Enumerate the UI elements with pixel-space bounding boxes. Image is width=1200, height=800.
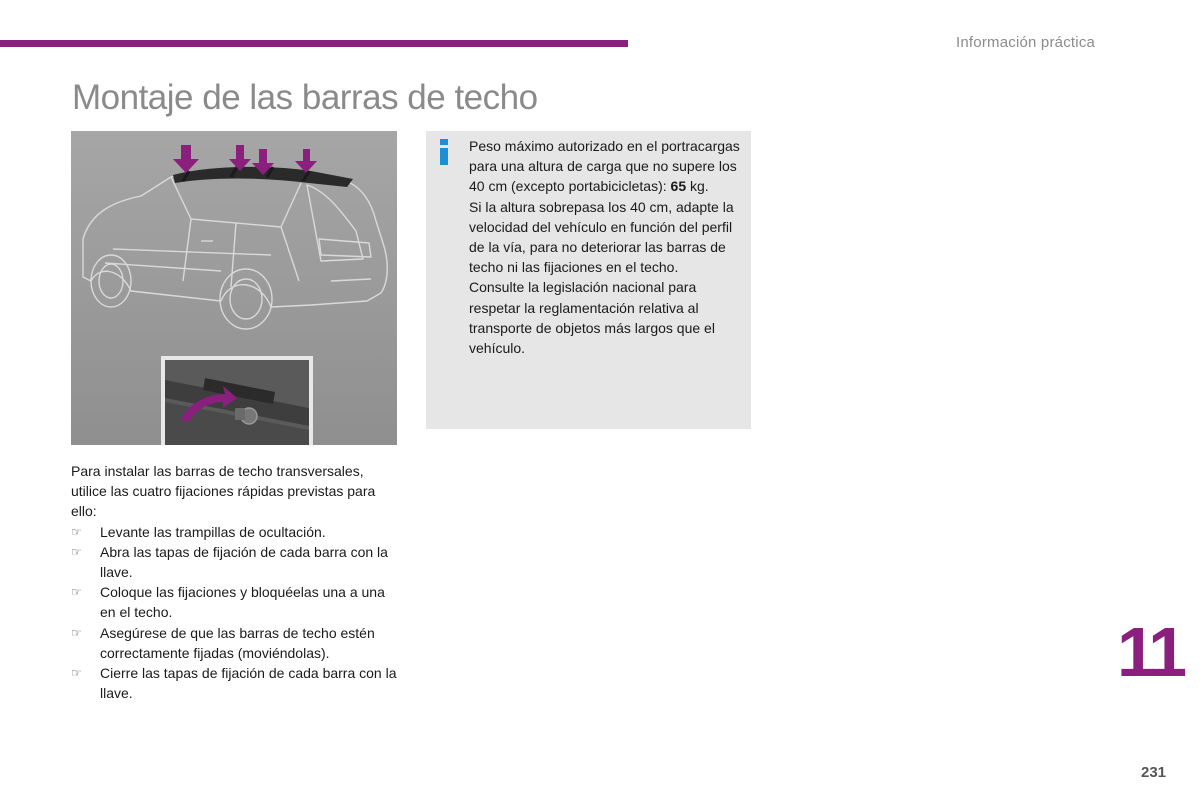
max-weight-value: 65 xyxy=(670,178,687,195)
info-line-text: Consulte la legislación nacional para respetar la reglamentación relativa al transporte de objetos más largos que el vehículo. xyxy=(469,279,715,357)
step-text: Asegúrese de que las barras de techo estén correctamente fijadas (moviéndolas). xyxy=(100,624,375,661)
step-text: Levante las trampillas de ocultación. xyxy=(100,523,326,540)
instruction-steps xyxy=(71,522,401,704)
header-accent-bar xyxy=(0,40,628,47)
section-label: Información práctica xyxy=(956,34,1096,51)
instructions-intro: Para instalar las barras de techo transversales, utilice las cuatro fijaciones rápidas previstas para ello: xyxy=(71,463,376,520)
info-line-text: Peso máximo autorizado en el portracargas para una altura de carga que no supere los 40 cm (excepto portabicicletas): xyxy=(469,138,740,195)
pointing-hand-icon: ☞ xyxy=(71,585,82,600)
page-number: 231 xyxy=(1141,764,1167,781)
info-note-box xyxy=(426,131,751,429)
instruction-step xyxy=(71,623,401,663)
info-line-legislation xyxy=(469,277,749,358)
step-text: Coloque las fijaciones y bloquéelas una a una en el techo. xyxy=(100,584,385,621)
pointing-hand-icon: ☞ xyxy=(71,524,82,539)
info-line-speed xyxy=(469,197,749,278)
chapter-number: 11 xyxy=(1117,613,1183,691)
instruction-step xyxy=(71,522,401,542)
step-text: Cierre las tapas de fijación de cada barra con la llave. xyxy=(100,665,397,702)
instruction-step xyxy=(71,542,401,582)
info-icon xyxy=(438,139,452,165)
instruction-step xyxy=(71,582,401,622)
instruction-step xyxy=(71,663,401,703)
step-text: Abra las tapas de fijación de cada barra con la llave. xyxy=(100,543,388,581)
fixing-detail-drawing xyxy=(165,360,309,445)
car-roof-bars-illustration xyxy=(71,131,397,445)
installation-instructions xyxy=(71,461,401,703)
info-note-text xyxy=(469,136,749,358)
info-line-unit: kg. xyxy=(686,178,709,195)
info-line-text: Si la altura sobrepasa los 40 cm, adapte la velocidad del vehículo en función del perfil de la vía, para no deteriorar las barras de techo ni las fijaciones en el techo. xyxy=(469,198,734,276)
info-line-max-weight xyxy=(469,136,749,197)
pointing-hand-icon: ☞ xyxy=(71,625,82,640)
fixing-detail-inset xyxy=(161,356,313,445)
page-title: Montaje de las barras de techo xyxy=(72,78,538,117)
pointing-hand-icon: ☞ xyxy=(71,544,82,559)
pointing-hand-icon: ☞ xyxy=(71,666,82,681)
